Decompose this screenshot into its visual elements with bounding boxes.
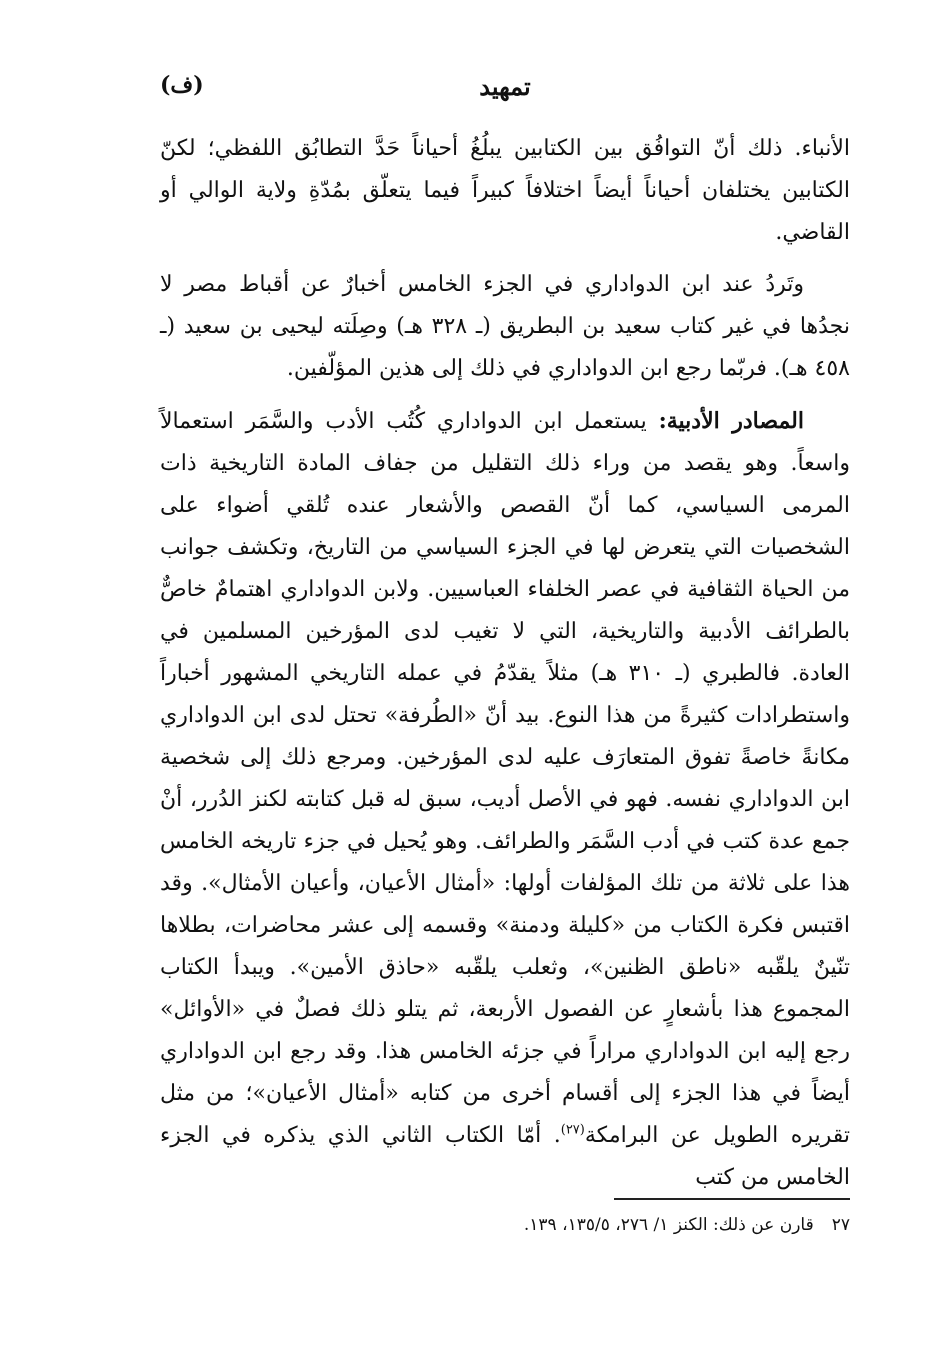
body-text (160, 128, 850, 1199)
footnote-text: قارن عن ذلك: الكنز ١/ ٢٧٦، ١٣٥/٥، ١٣٩. (523, 1215, 814, 1235)
section-heading-literary-sources: المصادر الأدبية: (658, 408, 804, 434)
paragraph-literary-sources-text: يستعمل ابن الدواداري كُتُب الأدب والسَّمَر استعمالاً واسعاً. وهو يقصد من وراء ذلك التقليل من جفاف المادة التاريخية ذات المرمى السياسي، كما أنّ القصص والأشعار عنده تُلقي أضواء على الشخصيات التي يتعرض لها في الجزء السياسي من التاريخ، وتكشف جوانب من الحياة الثقافية في عصر الخلفاء العباسيين. ولابن الدواداري اهتمامٌ خاصٌّ بالطرائف الأدبية والتاريخية، التي لا تغيب لدى المؤرخين المسلمين في العادة. فالطبري (ـ ٣١٠ هـ) مثلاً يقدّمُ في عمله التاريخي المشهور أخباراً واستطرادات كثيرةً من هذا النوع. بيد أنّ «الطُرفة» تحتل لدى ابن الدواداري مكانةً خاصةً تفوق المتعارَف عليه لدى المؤرخين. ومرجع ذلك إلى شخصية ابن الدواداري نفسه. فهو في الأصل أديب، سبق له قبل كتابته لكنز الدُرر، أنْ جمع عدة كتب في أدب السَّمَر والطرائف. وهو يُحيل في جزء تاريخه الخامس هذا على ثلاثة من تلك المؤلفات أولها: «أمثال الأعيان، وأعيان الأمثال». وقد اقتبس فكرة الكتاب من «كليلة ودمنة» وقسمه إلى عشر محاضرات، بطلاها تنّينٌ يلقّبه «ناطق الظنين»، وثعلب يلقّبه «حاذق الأمين». ويبدأ الكتاب المجموع هذا بأشعارٍ عن الفصول الأربعة، ثم يتلو ذلك فصلٌ في «الأوائل» رجع إليه ابن الدواداري مراراً في جزئه الخامس هذا. وقد رجع ابن الدواداري أيضاً في هذا الجزء إلى أقسام أخرى من كتابه «أمثال الأعيان»؛ من مثل تقريره الطويل عن البرامكة (160, 409, 850, 1148)
footnote (160, 1212, 850, 1238)
footnote-reference: (٢٧) (560, 1122, 585, 1138)
running-header (160, 72, 850, 112)
footnote-number: ٢٧ (831, 1215, 850, 1235)
footnote-divider (614, 1198, 850, 1200)
page-number: (ف) (160, 72, 204, 98)
paragraph-copts-sources: وتَردُ عند ابن الدواداري في الجزء الخامس أخبارٌ عن أقباط مصر لا نجدُها في غير كتاب سعيد بن البطريق (ـ ٣٢٨ هـ) وصِلَته ليحيى بن سعيد (ـ ٤٥٨ هـ). فربّما رجع ابن الدواداري في ذلك إلى هذين المؤلّفين. (160, 272, 850, 381)
paragraph-continuation: الأنباء. ذلك أنّ التوافُق بين الكتابين يبلُغُ أحياناً حَدَّ التطابُق اللفظي؛ لكنّ الكتابين يختلفان أحياناً أيضاً اختلافاً كبيراً فيما يتعلّق بمُدّةِ ولاية الوالي أو القاضي. (160, 136, 850, 245)
paragraph-literary-sources-text-end: . أمّا الكتاب الثاني الذي يذكره في الجزء الخامس من كتب (160, 1123, 850, 1190)
chapter-title: تمهيد (479, 72, 531, 101)
paragraph-literary-sources (160, 400, 850, 1199)
